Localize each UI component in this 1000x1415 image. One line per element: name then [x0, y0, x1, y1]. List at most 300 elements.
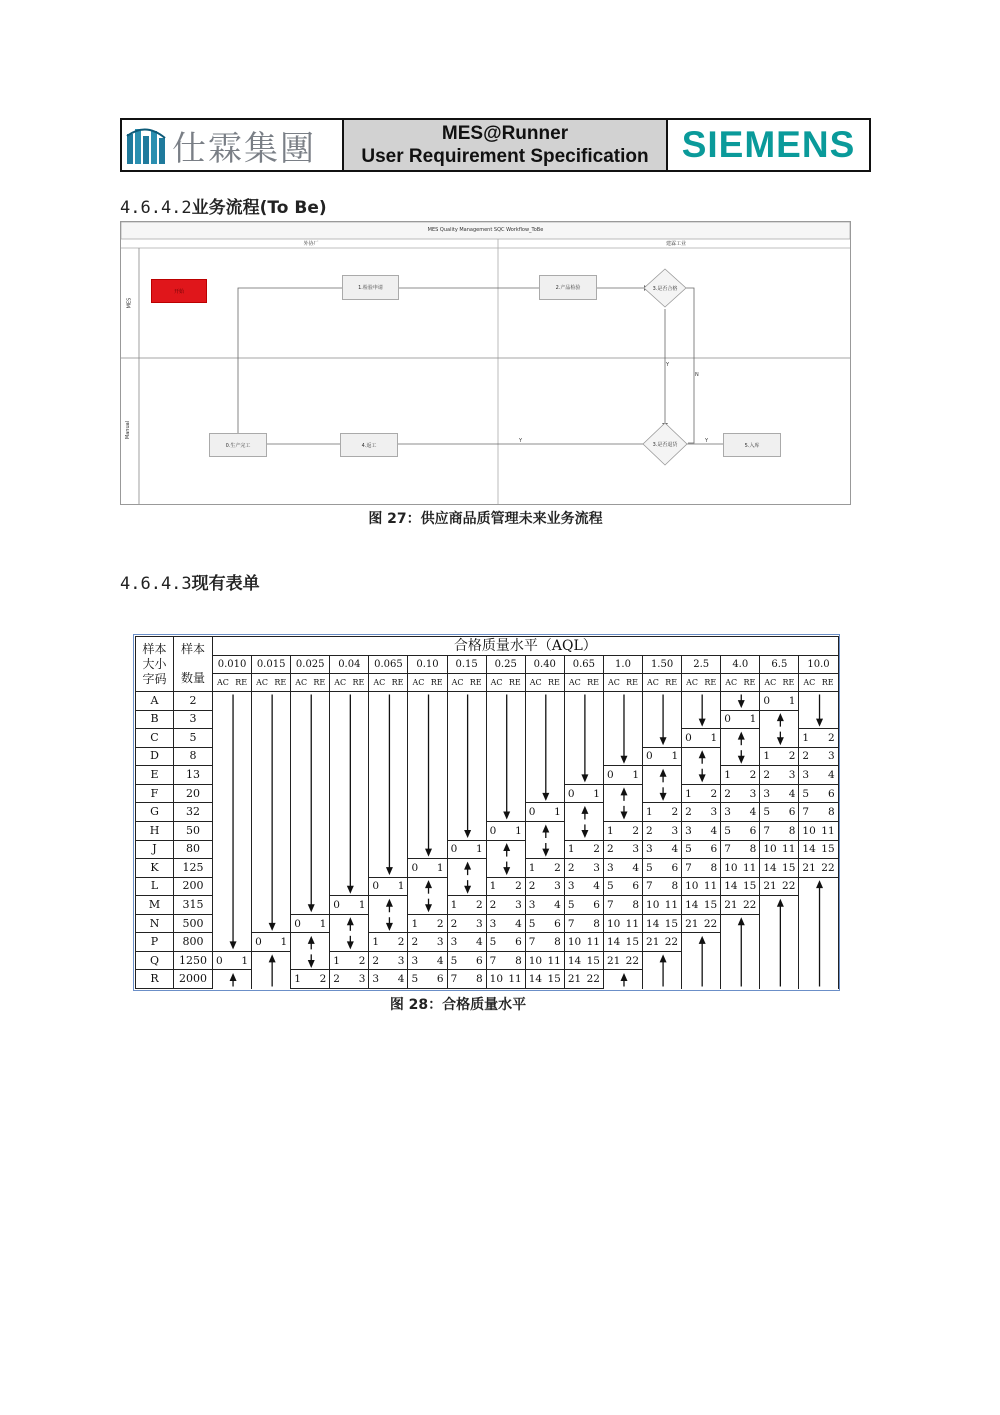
node-inspect: 2.产品检验 [539, 275, 597, 300]
sample-code-cell: J [136, 840, 174, 859]
sample-qty-cell: 3 [174, 710, 213, 729]
re-value: 6 [671, 861, 679, 874]
re-value: 8 [593, 917, 600, 930]
re-value: 1 [554, 806, 561, 819]
arrow-down-cell [486, 729, 525, 748]
sample-qty-cell: 800 [174, 933, 213, 952]
lane-label-mes: MES [126, 297, 133, 309]
arrow-down-cell [213, 784, 252, 803]
re-value: 11 [821, 824, 835, 837]
ac-label: AC [217, 677, 229, 687]
re-value: 6 [593, 898, 600, 911]
re-value: 4 [749, 806, 757, 819]
ac-re-header [721, 674, 760, 692]
re-label: RE [547, 677, 560, 687]
aql-level-header: 0.10 [408, 656, 447, 674]
ac-value: 21 [646, 936, 660, 949]
ac-value: 1 [724, 769, 731, 782]
ac-re-cell [799, 729, 838, 748]
ac-value: 0 [528, 806, 536, 819]
re-label: RE [626, 677, 639, 687]
ac-value: 14 [606, 936, 621, 949]
ac-label: AC [490, 677, 503, 687]
header-sample-qty [174, 637, 213, 692]
ac-value: 1 [802, 731, 810, 744]
arrow-up-cell [799, 970, 838, 989]
arrow-up-cell [760, 933, 799, 952]
arrow-down-cell [330, 766, 369, 785]
ac-re-cell [369, 933, 408, 952]
ac-re-cell [525, 877, 564, 896]
ac-re-cell [682, 859, 721, 878]
re-value: 6 [436, 973, 444, 986]
ac-value: 5 [802, 787, 810, 800]
arrow-down-cell [408, 784, 447, 803]
arrow-down-cell [252, 840, 291, 859]
arrow-down-cell [369, 729, 408, 748]
ac-value: 2 [450, 917, 458, 930]
re-label: RE [821, 677, 834, 687]
re-label: RE [235, 677, 248, 687]
ac-re-cell [760, 821, 799, 840]
arrow-down-cell [252, 859, 291, 878]
arrow-down-cell [252, 877, 291, 896]
re-value: 11 [547, 954, 561, 967]
re-value: 6 [475, 954, 483, 967]
ac-value: 10 [685, 880, 699, 893]
arrow-down-cell [291, 840, 330, 859]
sample-qty-cell: 125 [174, 859, 213, 878]
ac-value: 2 [802, 750, 810, 763]
sample-code-cell: K [136, 859, 174, 878]
ac-value: 0 [255, 936, 262, 949]
ac-value: 7 [763, 824, 770, 837]
table-row [136, 821, 839, 840]
ac-value: 1 [685, 787, 692, 800]
re-value: 11 [703, 880, 718, 893]
ac-value: 1 [372, 936, 380, 949]
re-value: 2 [788, 750, 796, 763]
arrow-up-cell [682, 933, 721, 952]
ac-re-cell [486, 970, 525, 989]
arrow-down-cell [447, 692, 486, 711]
arrow-down-cell [291, 747, 330, 766]
table-row [136, 933, 839, 952]
arrow-down-cell [486, 766, 525, 785]
re-value: 1 [358, 898, 366, 911]
sample-qty-cell: 8 [174, 747, 213, 766]
ac-re-cell [682, 896, 721, 915]
ac-value: 7 [567, 917, 575, 930]
ac-value: 2 [685, 806, 692, 819]
sample-qty-cell: 2000 [174, 970, 213, 989]
arrow-down-cell [369, 821, 408, 840]
ac-value: 14 [685, 898, 699, 911]
re-value: 6 [710, 843, 718, 856]
table-row [136, 840, 839, 859]
arrow-up-cell [799, 933, 838, 952]
re-value: 1 [710, 731, 718, 744]
ac-value: 2 [372, 954, 380, 967]
workflow-title: MES Quality Management SQC Workflow_ToBe [427, 227, 544, 233]
table-row [136, 914, 839, 933]
arrow-down-cell [564, 766, 603, 785]
figure-caption-27: 图 27：供应商品质管理未来业务流程 [368, 511, 603, 527]
arrow-down-cell [447, 784, 486, 803]
aql-levels-row [136, 656, 839, 674]
arrow-down-cell [213, 747, 252, 766]
ac-label: AC [412, 677, 425, 687]
sample-code-cell: P [136, 933, 174, 952]
arrow-down-cell [603, 692, 642, 711]
sample-qty-cell: 50 [174, 821, 213, 840]
ac-re-cell [643, 821, 682, 840]
ac-value: 0 [489, 824, 497, 837]
arrow-down-cell [330, 784, 369, 803]
ac-re-header [369, 674, 408, 692]
ac-value: 14 [646, 917, 660, 930]
arrow-down-cell [486, 692, 525, 711]
ac-value: 3 [763, 787, 770, 800]
ac-re-cell [603, 821, 642, 840]
edge-label: Y [666, 362, 670, 368]
arrow-down-cell [408, 729, 447, 748]
arrow-down-cell [291, 859, 330, 878]
arrow-down-cell [252, 747, 291, 766]
ac-value: 3 [528, 898, 536, 911]
aql-level-header: 1.50 [643, 656, 682, 674]
ac-re-header [603, 674, 642, 692]
ac-re-cell [799, 840, 838, 859]
arrow-up-cell [760, 710, 799, 729]
arrow-down-cell [252, 692, 291, 711]
re-value: 6 [788, 806, 796, 819]
re-value: 22 [742, 898, 757, 911]
header-title [344, 120, 668, 170]
re-value: 22 [664, 936, 679, 949]
ac-value: 3 [802, 769, 810, 782]
re-value: 2 [397, 936, 405, 949]
arrow-down-cell [408, 747, 447, 766]
arrow-down-cell [525, 710, 564, 729]
ac-re-cell [369, 951, 408, 970]
ac-value: 10 [646, 898, 660, 911]
re-value: 4 [671, 843, 679, 856]
re-value: 4 [436, 954, 444, 967]
arrow-down-cell [252, 729, 291, 748]
re-value: 1 [319, 917, 327, 930]
header-sample-code: 样本大小字码 [136, 637, 174, 692]
re-value: 4 [827, 769, 835, 782]
ac-value: 0 [216, 954, 223, 967]
arrow-down-cell [682, 692, 721, 711]
ac-value: 14 [567, 954, 582, 967]
sample-qty-cell: 32 [174, 803, 213, 822]
ac-value: 10 [489, 973, 504, 986]
ac-value: 5 [646, 861, 653, 874]
re-value: 22 [821, 861, 835, 874]
arrow-up-cell [760, 970, 799, 989]
ac-re-cell [447, 951, 486, 970]
arrow-down-cell [252, 803, 291, 822]
arrow-down-cell [213, 803, 252, 822]
ac-re-cell [603, 896, 642, 915]
ac-value: 21 [763, 880, 777, 893]
ac-re-cell [330, 970, 369, 989]
ac-re-cell [721, 710, 760, 729]
ac-value: 1 [411, 917, 419, 930]
arrow-down-cell [369, 766, 408, 785]
ac-re-cell [564, 933, 603, 952]
re-value: 15 [703, 898, 718, 911]
re-value: 15 [782, 861, 796, 874]
re-label: RE [274, 677, 287, 687]
re-value: 2 [593, 843, 600, 856]
arrow-down-cell [213, 821, 252, 840]
re-value: 4 [632, 861, 640, 874]
ac-re-cell [682, 729, 721, 748]
ac-value: 7 [450, 973, 458, 986]
ac-re-cell [486, 821, 525, 840]
arrow-down-cell [252, 784, 291, 803]
arrow-down-cell [408, 710, 447, 729]
ac-re-cell [760, 840, 799, 859]
arrow-down-cell [564, 729, 603, 748]
re-value: 2 [554, 861, 561, 874]
section-title: 业务流程(To Be) [191, 198, 327, 218]
ac-re-cell [603, 933, 642, 952]
ac-value: 0 [333, 898, 340, 911]
re-value: 2 [436, 917, 444, 930]
ac-re-cell [447, 896, 486, 915]
arrow-down-cell [252, 914, 291, 933]
section-heading-forms [120, 569, 260, 594]
ac-re-cell [760, 877, 799, 896]
column-label-company: 建霖工业 [665, 241, 686, 247]
ac-re-cell [721, 803, 760, 822]
ac-value: 3 [567, 880, 575, 893]
re-value: 22 [703, 917, 718, 930]
ac-re-cell [564, 784, 603, 803]
ac-re-cell [330, 951, 369, 970]
arrow-up-cell [682, 970, 721, 989]
arrow-down-cell [486, 803, 525, 822]
sample-code-cell: A [136, 692, 174, 711]
arrow-down-cell [643, 729, 682, 748]
section-title: 现有表单 [191, 574, 260, 594]
arrow-down-cell [369, 859, 408, 878]
ac-value: 5 [489, 936, 497, 949]
ac-re-cell [721, 859, 760, 878]
arrow-up-cell [682, 747, 721, 766]
aql-level-header: 2.5 [682, 656, 721, 674]
ac-value: 2 [333, 973, 340, 986]
ac-label: AC [529, 677, 542, 687]
re-value: 8 [671, 880, 679, 893]
arrow-up-cell [408, 877, 447, 896]
re-value: 4 [397, 973, 405, 986]
arrow-down-cell [291, 877, 330, 896]
ac-value: 5 [724, 824, 731, 837]
ac-value: 21 [802, 861, 816, 874]
re-value: 2 [358, 954, 366, 967]
arrow-down-cell [525, 747, 564, 766]
ac-re-cell [525, 914, 564, 933]
ac-re-cell [447, 933, 486, 952]
re-value: 15 [664, 917, 679, 930]
ac-value: 2 [567, 861, 575, 874]
arrow-down-cell [369, 747, 408, 766]
ac-value: 7 [685, 861, 692, 874]
document-header [120, 118, 871, 172]
header-aql-title: 合格质量水平（AQL） [213, 637, 839, 656]
ac-re-cell [643, 840, 682, 859]
re-value: 15 [821, 843, 835, 856]
arrow-down-cell [369, 692, 408, 711]
ac-re-cell [525, 896, 564, 915]
ac-label: AC [451, 677, 464, 687]
ac-label: AC [725, 677, 738, 687]
workflow-diagram [120, 221, 851, 505]
arrow-up-cell [564, 803, 603, 822]
re-value: 11 [782, 843, 796, 856]
arrow-down-cell [525, 692, 564, 711]
sample-code-cell: L [136, 877, 174, 896]
ac-re-cell [721, 840, 760, 859]
aql-level-header: 4.0 [721, 656, 760, 674]
ac-value: 0 [567, 787, 575, 800]
arrow-down-cell [525, 729, 564, 748]
arrow-down-cell [330, 877, 369, 896]
re-value: 3 [749, 787, 757, 800]
header-sample-qty-top: 样本 [180, 642, 205, 656]
re-value: 11 [664, 898, 679, 911]
sample-code-cell: E [136, 766, 174, 785]
ac-value: 14 [724, 880, 738, 893]
arrow-up-cell [603, 784, 642, 803]
ac-re-cell [564, 914, 603, 933]
arrow-down-cell [330, 692, 369, 711]
ac-re-cell [564, 840, 603, 859]
ac-re-header [252, 674, 291, 692]
re-value: 1 [241, 954, 249, 967]
ac-re-header [486, 674, 525, 692]
sample-code-cell: G [136, 803, 174, 822]
ac-re-cell [564, 859, 603, 878]
ac-label: AC [295, 677, 308, 687]
ac-re-cell [721, 766, 760, 785]
re-value: 8 [554, 936, 561, 949]
ac-re-cell [682, 821, 721, 840]
lane-label-manual: Manual [125, 420, 132, 440]
ac-re-cell [760, 803, 799, 822]
ac-re-cell [721, 896, 760, 915]
sample-code-cell: N [136, 914, 174, 933]
ac-re-cell [799, 766, 838, 785]
ac-value: 3 [372, 973, 380, 986]
edge-label: Y [519, 438, 523, 444]
ac-value: 10 [724, 861, 738, 874]
ac-value: 0 [685, 731, 692, 744]
re-value: 15 [586, 954, 600, 967]
table-row [136, 970, 839, 989]
re-label: RE [430, 677, 443, 687]
ac-re-cell [760, 747, 799, 766]
arrow-down-cell [799, 710, 838, 729]
re-label: RE [587, 677, 599, 687]
ac-value: 10 [802, 824, 816, 837]
arrow-down-cell [330, 803, 369, 822]
arrow-down-cell [447, 766, 486, 785]
re-value: 1 [515, 824, 522, 837]
workflow-lines [121, 222, 850, 504]
arrow-down-cell [603, 803, 642, 822]
ac-value: 5 [763, 806, 770, 819]
table-row [136, 692, 839, 711]
arrow-up-cell [799, 877, 838, 896]
aql-level-header: 0.04 [330, 656, 369, 674]
ac-re-cell [721, 877, 760, 896]
ac-value: 7 [724, 843, 731, 856]
re-value: 11 [586, 936, 600, 949]
aql-level-header: 0.15 [447, 656, 486, 674]
arrow-up-cell [721, 914, 760, 933]
edge-label: N [695, 372, 699, 378]
arrow-down-cell [213, 877, 252, 896]
ac-value: 1 [763, 750, 770, 763]
ac-value: 0 [294, 917, 301, 930]
ac-re-header [447, 674, 486, 692]
sample-qty-cell: 80 [174, 840, 213, 859]
ac-value: 14 [802, 843, 816, 856]
ac-re-cell [408, 970, 447, 989]
re-value: 4 [515, 917, 522, 930]
ac-re-cell [564, 877, 603, 896]
node-judge-qualified: 3.是否合格 [652, 285, 678, 292]
re-value: 3 [632, 843, 640, 856]
arrow-up-cell [643, 970, 682, 989]
re-value: 22 [625, 954, 640, 967]
aql-level-header: 0.25 [486, 656, 525, 674]
re-value: 3 [515, 898, 522, 911]
re-value: 3 [475, 917, 483, 930]
arrow-down-cell [447, 747, 486, 766]
arrow-down-cell [447, 729, 486, 748]
ac-value: 5 [567, 898, 575, 911]
node-rework: 4.返工 [340, 433, 398, 457]
arrow-up-cell [721, 933, 760, 952]
re-value: 1 [475, 843, 483, 856]
aql-level-header: 0.40 [525, 656, 564, 674]
re-value: 6 [749, 824, 757, 837]
arrow-down-cell [486, 784, 525, 803]
arrow-down-cell [291, 692, 330, 711]
sample-qty-cell: 2 [174, 692, 213, 711]
header-sample-qty-bottom: 数量 [180, 671, 205, 685]
arrow-down-cell [291, 710, 330, 729]
arrow-down-cell [291, 951, 330, 970]
sample-qty-cell: 315 [174, 896, 213, 915]
re-value: 6 [827, 787, 835, 800]
ac-re-header [525, 674, 564, 692]
arrow-down-cell [525, 784, 564, 803]
aql-level-header: 0.065 [369, 656, 408, 674]
arrow-down-cell [564, 692, 603, 711]
re-value: 3 [358, 973, 366, 986]
aql-table [135, 636, 839, 989]
ac-re-cell [564, 896, 603, 915]
ac-re-cell [643, 896, 682, 915]
